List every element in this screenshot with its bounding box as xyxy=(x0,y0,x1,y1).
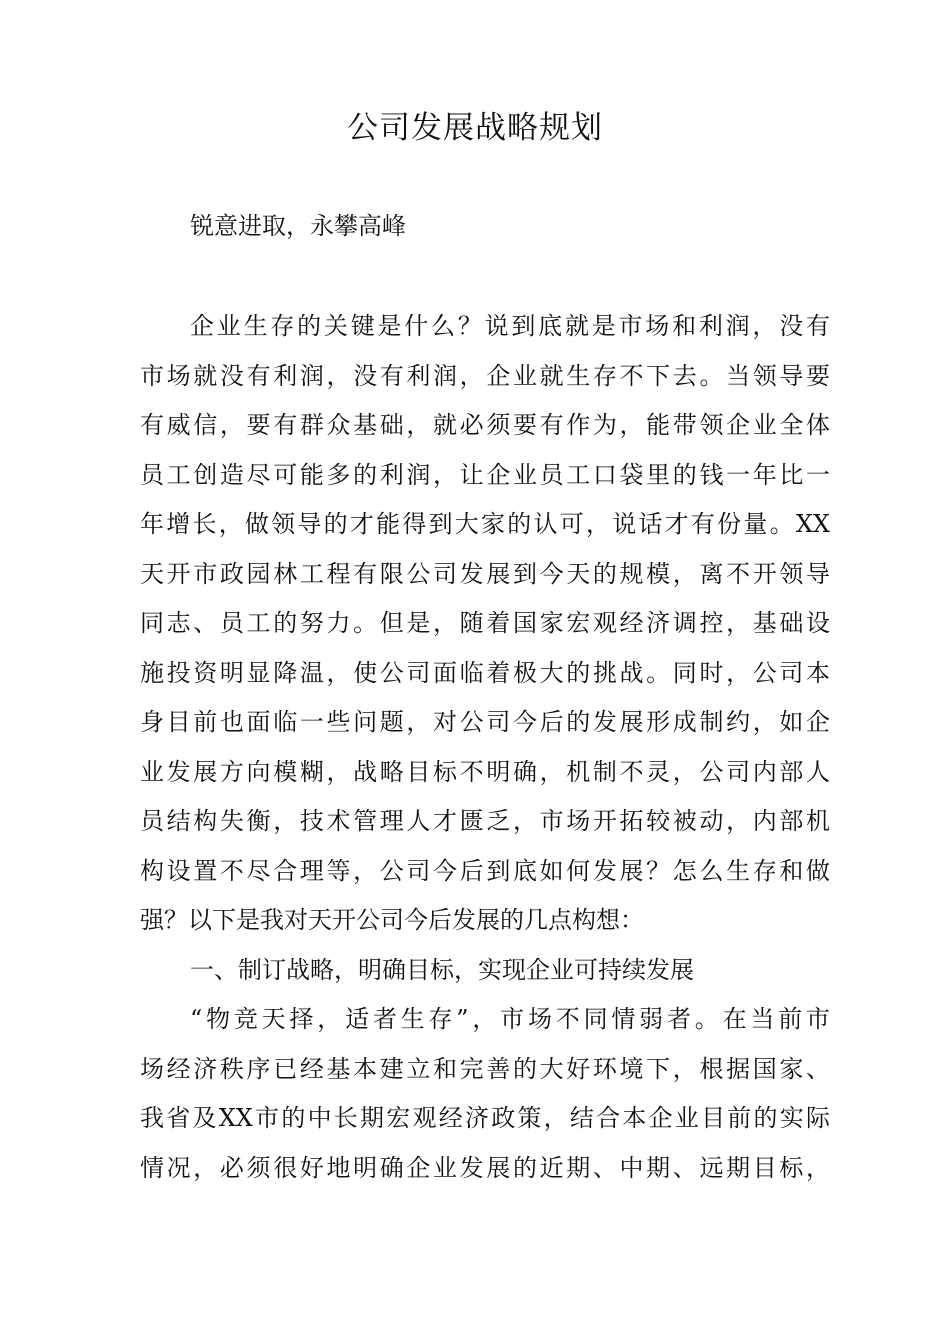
body-text-line: 一、制订战略，明确目标，实现企业可持续发展 xyxy=(190,955,694,984)
body-text-line: 年增长，做领导的才能得到大家的认可，说话才有份量。XX xyxy=(140,510,830,538)
body-text-line: 天开市政园林工程有限公司发展到今天的规模，离不开领导 xyxy=(140,559,830,588)
body-text-line: 业发展方向模糊，战略目标不明确，机制不灵，公司内部人 xyxy=(140,757,830,786)
document-title: 公司发展战略规划 xyxy=(347,110,603,146)
document-subtitle: 锐意进取，永攀高峰 xyxy=(190,212,406,240)
body-text-line: 情况，必须很好地明确企业发展的近期、中期、远期目标， xyxy=(140,1153,830,1182)
document-body xyxy=(140,302,830,1193)
body-text-line: 身目前也面临一些问题，对公司今后的发展形成制约，如企 xyxy=(140,708,830,736)
body-text-line: 施投资明显降温，使公司面临着极大的挑战。同时，公司本 xyxy=(140,658,830,687)
body-text-line: 同志、员工的努力。但是，随着国家宏观经济调控，基础设 xyxy=(140,609,830,637)
body-text-line: 市场就没有利润，没有利润，企业就生存不下去。当领导要 xyxy=(140,361,830,390)
body-text-line: 强？以下是我对天开公司今后发展的几点构想： xyxy=(140,906,644,934)
body-text-line: 我省及XX市的中长期宏观经济政策，结合本企业目前的实际 xyxy=(140,1104,830,1132)
body-text-line: “物竞天择，适者生存”，市场不同情弱者。在当前市 xyxy=(190,1005,830,1033)
body-text-line: 有威信，要有群众基础，就必须要有作为，能带领企业全体 xyxy=(140,411,830,439)
body-text-line: 企业生存的关键是什么？说到底就是市场和利润，没有 xyxy=(190,312,830,340)
body-text-line: 构设置不尽合理等，公司今后到底如何发展？怎么生存和做 xyxy=(140,856,830,885)
body-text-line: 场经济秩序已经基本建立和完善的大好环境下，根据国家、 xyxy=(140,1054,830,1083)
body-text-line: 员工创造尽可能多的利润，让企业员工口袋里的钱一年比一 xyxy=(140,460,830,489)
body-text-line: 员结构失衡，技术管理人才匮乏，市场开拓较被动，内部机 xyxy=(140,807,830,835)
